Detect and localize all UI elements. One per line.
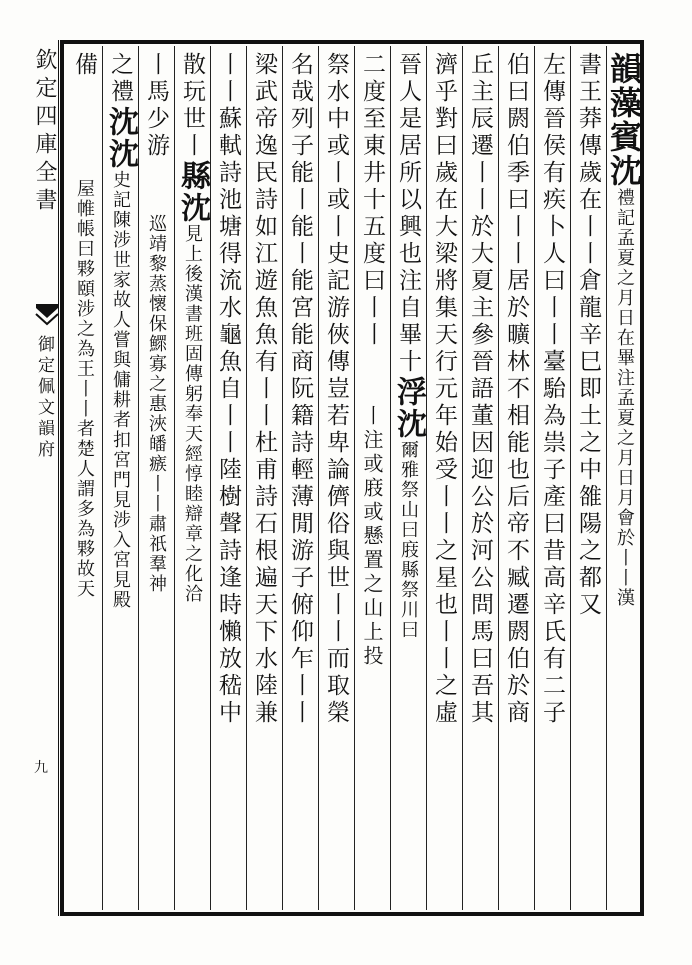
column-text: 丨丨蘇軾詩池塘得流水龜魚自丨丨陸樹聲詩逢時懶放嵇中 <box>215 52 241 727</box>
text-column-15 <box>102 52 138 912</box>
column-text: 晉人是居所以興也注自畢十 <box>395 52 421 376</box>
text-column-16 <box>66 52 102 912</box>
text-column-5 <box>462 52 498 912</box>
entry-heading: 賓沈 <box>605 120 643 188</box>
column-text: 書王莽傳歲在丨丨倉龍辛巳即土之中雒陽之都又 <box>575 52 601 619</box>
column-text-2: 屋帷帳曰夥頤涉之為王丨丨者楚人謂多為夥故天 <box>74 179 95 599</box>
text-column-11 <box>246 52 282 912</box>
text-column-9 <box>318 52 354 912</box>
text-column-2 <box>570 52 606 912</box>
page-number: 九 <box>34 760 48 776</box>
column-text: 丘主辰遷丨丨於大夏主參晉語董因迎公於河公問馬曰吾其 <box>467 52 493 727</box>
text-column-10 <box>282 52 318 912</box>
text-column-4 <box>498 52 534 912</box>
text-column-6 <box>426 52 462 912</box>
column-text: 之禮 <box>107 52 133 106</box>
column-text: 丨馬少游 <box>143 52 169 160</box>
column-text: 名哉列子能丨能丨能宮能商阮籍詩輕薄閒游子俯仰乍丨丨 <box>287 52 313 727</box>
entry-heading: 沈沈 <box>103 106 138 170</box>
column-text: 散玩世丨 <box>179 52 205 160</box>
section-title: 御定佩文韻府 <box>34 335 54 461</box>
text-column-1 <box>606 52 642 912</box>
text-column-13 <box>174 52 210 912</box>
entry-note: 禮記孟夏之月日在畢注孟夏之月日月會於丨丨漢 <box>614 188 635 608</box>
column-text: 祭水中或丨或丨史記游俠傳豈若卑論儕俗與世丨丨而取榮 <box>323 52 349 727</box>
text-column-7 <box>390 52 426 912</box>
column-text: 左傳晉侯有疾卜人曰丨丨臺駘為祟子產曰昔高辛氏有二子 <box>539 52 565 727</box>
book-title: 欽定四庫全書 <box>32 48 57 216</box>
column-text: 梁武帝逸民詩如江遊魚魚有丨丨杜甫詩石根遍天下水陸兼 <box>251 52 277 727</box>
column-text-2: 丨注或庪或懸置之山上投 <box>360 405 384 669</box>
entry-note: 見上後漢書班固傳躬奉天經惇睦辯章之化洽 <box>182 224 203 604</box>
margin-rule <box>58 40 59 916</box>
column-text: 伯曰閼伯季曰丨丨居於曠林不相能也后帝不臧遷閼伯於商 <box>503 52 529 727</box>
text-column-3 <box>534 52 570 912</box>
column-text: 備 <box>71 52 97 79</box>
entry-note: 爾雅祭山曰庪縣祭川曰 <box>398 440 419 640</box>
entry-heading: 縣沈 <box>175 160 210 224</box>
entry-heading: 浮沈 <box>391 376 426 440</box>
column-text: 二度至東井十五度曰丨丨 <box>359 52 385 349</box>
entry-note: 史記陳涉世家故人嘗與傭耕者扣宮門見涉入宮見殿 <box>110 170 131 610</box>
text-column-8 <box>354 52 390 912</box>
rhyme-heading: 韻藻 <box>605 52 643 120</box>
entry-note: 巡靖黎蒸懷保鰥寡之惠浹皤瘯丨丨肅祇羣神 <box>146 214 167 594</box>
column-text: 濟乎對曰歲在大梁將集天行元年始受丨丨之星也丨丨之虛 <box>431 52 457 727</box>
fish-tail-ornament-icon <box>34 300 60 330</box>
text-column-14 <box>138 52 174 912</box>
text-column-12 <box>210 52 246 912</box>
